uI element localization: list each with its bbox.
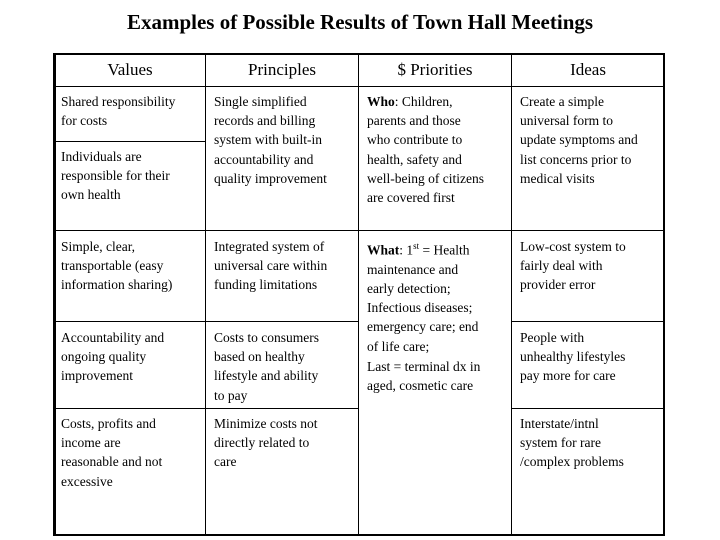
- values-cell: Accountability and ongoing quality improvement: [61, 330, 165, 384]
- principles-cell: Single simplified records and billing system with built-in accountability and quality improvement: [214, 94, 327, 186]
- what-text: = Health maintenance and early detection; Infectious diseases; emergency care; end of life care;: [367, 242, 479, 354]
- row-divider: [55, 230, 665, 231]
- priorities-last-cell: Last = terminal dx in aged, cosmetic care: [367, 359, 481, 394]
- column-divider: [205, 53, 206, 536]
- who-label: Who: [367, 94, 395, 109]
- row-divider: [55, 408, 358, 409]
- ideas-cell: Low-cost system to fairly deal with provider error: [520, 239, 626, 293]
- principles-cell: Minimize costs not directly related to care: [214, 416, 318, 470]
- priorities-who-cell: [367, 92, 484, 207]
- values-cell: Shared responsibility for costs: [61, 94, 176, 129]
- what-prefix: : 1: [399, 242, 414, 258]
- header-priorities: $ Priorities: [397, 60, 473, 79]
- row-divider: [511, 321, 665, 322]
- column-divider: [511, 53, 512, 536]
- row-divider: [511, 408, 665, 409]
- column-divider: [358, 53, 359, 536]
- row-divider: [55, 141, 205, 142]
- ideas-cell: People with unhealthy lifestyles pay more for care: [520, 330, 626, 384]
- values-cell: Simple, clear, transportable (easy information sharing): [61, 239, 173, 293]
- principles-cell: Costs to consumers based on healthy lifestyle and ability to pay: [214, 330, 320, 403]
- header-values: Values: [107, 60, 153, 79]
- header-principles: Principles: [248, 60, 316, 79]
- values-cell: Individuals are responsible for their own health: [61, 149, 170, 203]
- who-text: : Children, parents and those who contribute to health, safety and well-being of citizens are covered first: [367, 94, 484, 206]
- page-title: Examples of Possible Results of Town Hall Meetings: [126, 10, 594, 34]
- priorities-what-cell: [367, 237, 478, 356]
- principles-cell: Integrated system of universal care within funding limitations: [214, 239, 328, 293]
- what-label: What: [367, 242, 400, 258]
- ideas-cell: Interstate/intnl system for rare /complex problems: [520, 416, 624, 470]
- values-cell: Costs, profits and income are reasonable and not excessive: [61, 416, 163, 489]
- what-superscript: st: [413, 241, 420, 251]
- row-divider: [55, 321, 358, 322]
- header-ideas: Ideas: [570, 60, 606, 79]
- header-divider: [53, 86, 665, 87]
- ideas-cell: Create a simple universal form to update symptoms and list concerns prior to medical visits: [520, 94, 638, 186]
